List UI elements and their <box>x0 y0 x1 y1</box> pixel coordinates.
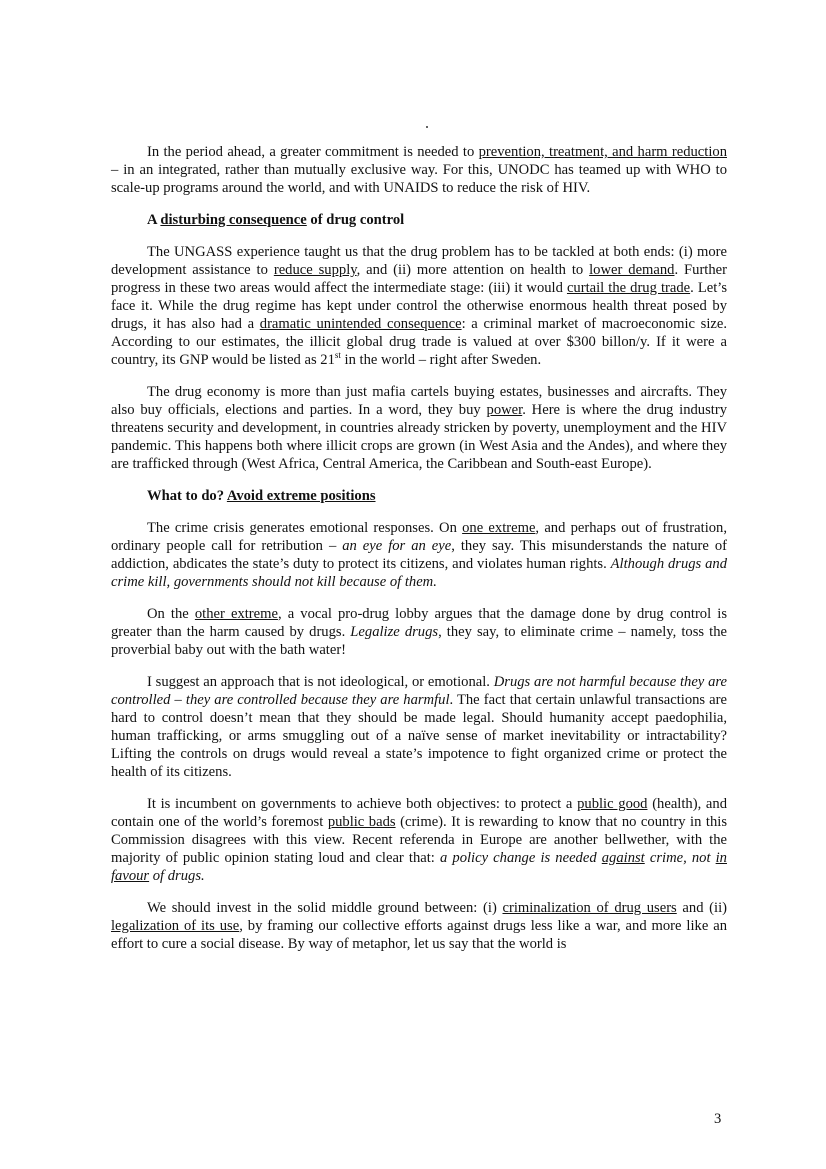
document-body <box>111 143 727 967</box>
text-run: . The fact that certain unlawful transactions are hard to control doesn’t mean that they should be made legal. Should humanity accept paedophilia, human trafficking, or arms smuggling out of a naïve sense of market inevitability or intractability? Lifting the controls on drugs would reveal a state’s impotence to fight organized crime or protect the health of its citizens. <box>111 692 727 780</box>
underlined-text: public good <box>577 796 648 812</box>
italic-text: Legalize drugs <box>350 624 439 640</box>
text-run: , they say, to eliminate crime – namely, toss the proverbial baby out with the bath water! <box>111 624 727 658</box>
paragraph <box>111 143 727 197</box>
text-run: I suggest an approach that is not ideological, or emotional. <box>147 674 494 690</box>
underlined-text: public bads <box>327 814 396 830</box>
text-run: . Here is where the drug industry threatens security and development, in countries already stricken by poverty, unemployment and the HIV pandemic. This happens both where illicit crops are grown (in West Asia and the Andes), and where they are trafficked through (West Africa, Central America, the Caribbean and South-east Europe). <box>111 402 727 472</box>
text-run: . Let’s face it. While the drug regime has kept under control the otherwise enormous health threat posed by drugs, it has also had a <box>111 280 727 332</box>
italic-text: Drugs are not harmful because they are controlled – they are controlled because they are harmful <box>111 674 727 708</box>
text-run: . Further progress in these two areas would affect the intermediate stage: (iii) it would <box>111 262 727 296</box>
underlined-text: in favour <box>111 850 727 884</box>
paragraph <box>111 519 727 591</box>
section-heading <box>111 487 727 505</box>
text-run: On the <box>147 606 195 622</box>
italic-text: crime, not <box>644 850 716 866</box>
italic-text: Although drugs and crime kill, governments should not kill because of them. <box>111 556 727 590</box>
italic-text: of drugs. <box>149 868 205 884</box>
section-heading <box>111 211 727 229</box>
text-run: , a vocal pro-drug lobby argues that the damage done by drug control is greater than the harm caused by drugs. <box>111 606 727 640</box>
paragraph <box>111 243 727 369</box>
underlined-text: other extreme <box>194 606 278 622</box>
underlined-text: one extreme <box>462 520 536 536</box>
text-run: We should invest in the solid middle ground between: (i) <box>147 900 503 916</box>
underlined-text: disturbing consequence <box>160 212 307 228</box>
paragraph <box>111 605 727 659</box>
paragraph <box>111 795 727 885</box>
text-run: , and perhaps out of frustration, ordinary people call for retribution – <box>111 520 727 554</box>
page-number: 3 <box>714 1111 722 1127</box>
text-run: In the period ahead, a greater commitment is needed to <box>147 144 479 160</box>
text-run: and (ii) <box>676 900 727 916</box>
text-run: , they say. This misunderstands the nature of addiction, abdicates the state’s duty to protect its citizens, and violates human rights. <box>111 538 727 572</box>
paragraph <box>111 383 727 473</box>
text-run: It is incumbent on governments to achieve both objectives: to protect a <box>147 796 578 812</box>
stray-mark <box>426 126 428 128</box>
paragraph <box>111 673 727 781</box>
underlined-text: Avoid extreme positions <box>226 488 376 504</box>
underlined-text: lower demand <box>589 262 675 278</box>
text-run: What to do? <box>147 488 227 504</box>
underlined-text: power <box>486 402 523 418</box>
text-run: in the world – right after Sweden. <box>340 352 542 368</box>
underlined-text: curtail the drug trade <box>566 280 691 296</box>
italic-text: an eye for an eye <box>342 538 452 554</box>
underlined-text: against <box>601 850 645 866</box>
text-run: st <box>334 350 341 361</box>
text-run: A <box>147 212 161 228</box>
underlined-text: reduce supply <box>273 262 357 278</box>
text-run: – in an integrated, rather than mutually exclusive way. For this, UNODC has teamed up with WHO to scale-up programs around the world, and with UNAIDS to reduce the risk of HIV. <box>111 162 727 196</box>
text-run: The drug economy is more than just mafia cartels buying estates, businesses and aircrafts. They also buy officials, elections and parties. In a word, they buy <box>111 384 727 418</box>
text-run: The crime crisis generates emotional responses. On <box>147 520 463 536</box>
text-run: : a criminal market of macroeconomic size. According to our estimates, the illicit global drug trade is valued at over $300 billon/y. If it were a country, its GNP would be listed as 21 <box>111 316 727 368</box>
text-run: of drug control <box>306 212 405 228</box>
underlined-text: prevention, treatment, and harm reduction <box>478 144 727 160</box>
text-run: The UNGASS experience taught us that the drug problem has to be tackled at both ends: (i) more development assistance to <box>111 244 727 278</box>
text-run: , by framing our collective efforts against drugs less like a war, and more like an effort to cure a social disease. By way of metaphor, let us say that the world is <box>111 918 728 952</box>
paragraph <box>111 899 727 953</box>
underlined-text: criminalization of drug users <box>502 900 677 916</box>
text-run: (health), and contain one of the world’s foremost <box>111 796 727 830</box>
text-run: (crime). It is rewarding to know that no country in this Commission disagrees with this view. Recent referenda in Europe are another bellwether, with the majority of public opinion stating loud and clear that: <box>111 814 727 866</box>
underlined-text: dramatic unintended consequence <box>259 316 462 332</box>
underlined-text: legalization of its use <box>111 918 240 934</box>
italic-text: a policy change is needed <box>439 850 602 866</box>
text-run: , and (ii) more attention on health to <box>356 262 590 278</box>
